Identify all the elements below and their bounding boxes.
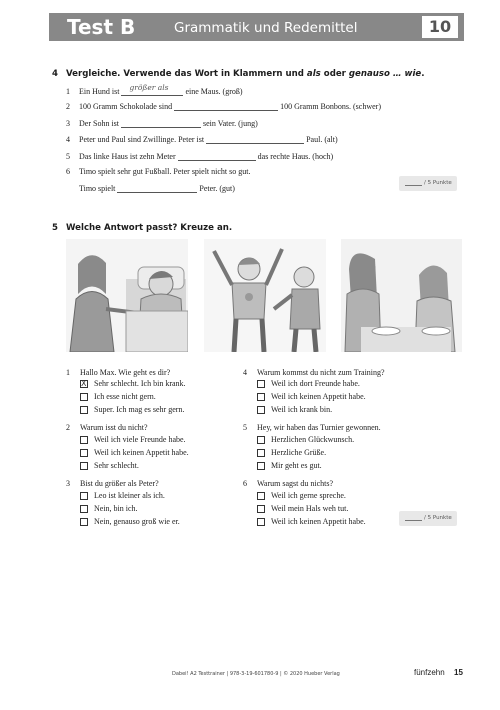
answer-field[interactable] (121, 83, 183, 96)
answer-option[interactable]: Weil ich krank bin. (257, 405, 332, 414)
unit-number: 10 (422, 16, 458, 38)
task4-item: 2 100 Gramm Schokolade sind 100 Gramm Bonbons. (schwer) (66, 102, 381, 111)
answer-field[interactable] (117, 183, 197, 193)
handwritten-answer: größer als (129, 83, 169, 92)
answer-option[interactable]: Weil mein Hals weh tut. (257, 504, 348, 513)
question-5: 5 Hey, wir haben das Turnier gewonnen. Herzlichen Glückwunsch. Herzliche Grüße. Mir geht es gut. (243, 423, 381, 470)
illustration-winning-boy (204, 239, 326, 352)
answer-option[interactable]: Weil ich keinen Appetit habe. (257, 517, 366, 526)
task4-item: 6 Timo spielt sehr gut Fußball. Peter spielt nicht so gut. (66, 167, 251, 176)
checkbox[interactable] (257, 380, 265, 388)
answer-field[interactable] (174, 101, 278, 111)
checkbox[interactable] (80, 492, 88, 500)
checkbox[interactable] (257, 462, 265, 470)
answer-option[interactable]: Weil ich dort Freunde habe. (257, 379, 360, 388)
answer-option[interactable]: Super. Ich mag es sehr gern. (80, 405, 184, 414)
test-label: Test B (67, 15, 136, 39)
checkbox[interactable] (257, 436, 265, 444)
checkbox[interactable] (257, 518, 265, 526)
task4-item: 4 Peter und Paul sind Zwillinge. Peter ist Paul. (alt) (66, 135, 338, 144)
checkbox[interactable] (80, 393, 88, 401)
question-6: 6 Warum sagst du nichts? Weil ich gerne spreche. Weil mein Hals weh tut. Weil ich keinen Appetit habe. (243, 479, 366, 526)
checkbox[interactable] (80, 380, 88, 388)
answer-option[interactable]: Weil ich viele Freunde habe. (80, 435, 186, 444)
question-text: Warum isst du nicht? (80, 423, 148, 432)
checkbox[interactable] (80, 518, 88, 526)
checkbox[interactable] (80, 406, 88, 414)
answer-option[interactable]: Ich esse nicht gern. (80, 392, 156, 401)
answer-option[interactable]: X Sehr schlecht. Ich bin krank. (81, 378, 186, 388)
task4-item: 5 Das linke Haus ist zehn Meter das rechte Haus. (hoch) (66, 152, 334, 161)
question-text: Warum sagst du nichts? (257, 479, 334, 488)
checkbox[interactable] (257, 406, 265, 414)
answer-option[interactable]: Herzlichen Glückwunsch. (257, 435, 354, 444)
answer-option[interactable]: Weil ich keinen Appetit habe. (257, 392, 366, 401)
question-text: Bist du größer als Peter? (80, 479, 159, 488)
question-text: Warum kommst du nicht zum Training? (257, 368, 385, 377)
task4-item: 1 Ein Hund ist größer als eine Maus. (groß) (66, 83, 243, 96)
question-4: 4 Warum kommst du nicht zum Training? Weil ich dort Freunde habe. Weil ich keinen Appetit habe. Weil ich krank bin. (243, 368, 385, 414)
task4-item-line2: Timo spielt Peter. (gut) (79, 184, 235, 193)
task-number: 4 (52, 69, 58, 79)
section-title: Grammatik und Redemittel (174, 20, 358, 36)
question-1: 1 Hallo Max. Wie geht es dir? X Sehr schlecht. Ich bin krank. Ich esse nicht gern. Super. Ich mag es sehr gern. (66, 368, 186, 414)
answer-option[interactable]: Leo ist kleiner als ich. (80, 491, 165, 500)
page-header (49, 13, 464, 41)
checkbox-mark: X (81, 378, 87, 388)
checkbox[interactable] (80, 436, 88, 444)
answer-option[interactable]: Nein, bin ich. (80, 504, 138, 513)
points-field[interactable] (405, 179, 422, 186)
task4-item: 3 Der Sohn ist sein Vater. (jung) (66, 119, 258, 128)
checkbox[interactable] (257, 492, 265, 500)
illustration-girls-eating (341, 239, 462, 352)
answer-option[interactable]: Nein, genauso groß wie er. (80, 517, 180, 526)
answer-option[interactable]: Weil ich gerne spreche. (257, 491, 346, 500)
illustration-sick-boy (66, 239, 188, 352)
answer-field[interactable] (121, 118, 201, 128)
points-box: / 5 Punkte (399, 176, 457, 191)
points-field[interactable] (405, 514, 422, 521)
question-2: 2 Warum isst du nicht? Weil ich viele Freunde habe. Weil ich keinen Appetit habe. Sehr schlecht. (66, 423, 189, 470)
answer-option[interactable]: Mir geht es gut. (257, 461, 322, 470)
checkbox[interactable] (80, 449, 88, 457)
checkbox[interactable] (80, 462, 88, 470)
question-text: Hallo Max. Wie geht es dir? (80, 368, 171, 377)
answer-option[interactable]: Sehr schlecht. (80, 461, 139, 470)
checkbox[interactable] (257, 393, 265, 401)
answer-field[interactable] (178, 151, 256, 161)
page-word: fünfzehn (414, 668, 445, 677)
points-box: / 5 Punkte (399, 511, 457, 526)
checkbox[interactable] (80, 505, 88, 513)
answer-field[interactable] (206, 134, 304, 144)
answer-option[interactable]: Herzliche Grüße. (257, 448, 326, 457)
answer-option[interactable]: Weil ich keinen Appetit habe. (80, 448, 189, 457)
footer-source: Dabei! A2 Testtrainer | 978-3-19-601780-9 | © 2020 Hueber Verlag (172, 671, 340, 677)
task-number: 5 (52, 223, 58, 233)
question-text: Hey, wir haben das Turnier gewonnen. (257, 423, 381, 432)
page-number: 15 (454, 668, 463, 677)
question-3: 3 Bist du größer als Peter? Leo ist kleiner als ich. Nein, bin ich. Nein, genauso groß wie er. (66, 479, 180, 526)
checkbox[interactable] (257, 505, 265, 513)
checkbox[interactable] (257, 449, 265, 457)
